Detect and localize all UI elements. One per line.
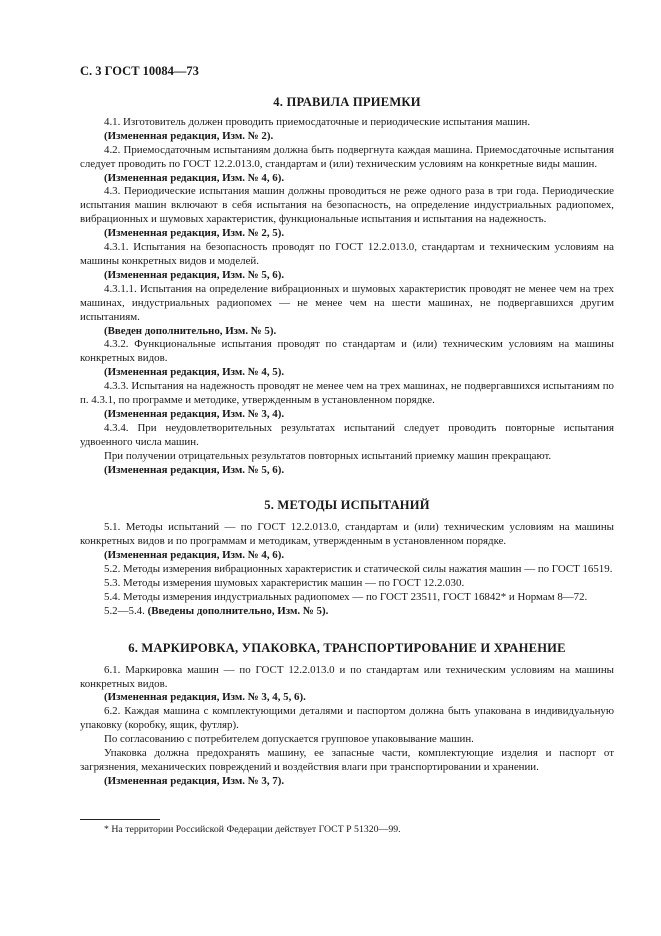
paragraph: По согласованию с потребителем допускается групповое упаковывание машин. — [104, 733, 474, 746]
paragraph: 6.1. Маркировка машин — по ГОСТ 12.2.013.0 и по стандартам или техническим условиям на машины конкретных видов. — [80, 663, 614, 690]
amendment-note: (Введен дополнительно, Изм. № 5). — [104, 324, 277, 337]
amendment-note: (Измененная редакция, Изм. № 4, 5). — [104, 366, 285, 379]
amendment-note: (Измененная редакция, Изм. № 2). — [104, 129, 274, 142]
amendment-note: (Измененная редакция, Изм. № 2, 5). — [104, 227, 285, 240]
paragraph: 4.3.3. Испытания на надежность проводят не менее чем на трех машинах, не подвергавшихся испытаниям по п. 4.3.1, по программе и методике, утвержденным в установленном порядке. — [80, 380, 614, 407]
paragraph-lead: 5.2—5.4. — [104, 604, 148, 617]
amendment-note: (Измененная редакция, Изм. № 5, 6). — [104, 268, 285, 281]
section-title-4: 4. ПРАВИЛА ПРИЕМКИ — [273, 95, 421, 109]
amendment-note: (Введены дополнительно, Изм. № 5). — [147, 604, 329, 617]
amendment-note: (Измененная редакция, Изм. № 5, 6). — [104, 463, 285, 476]
footnote: * На территории Российской Федерации действует ГОСТ Р 51320—99. — [104, 824, 401, 835]
paragraph: Упаковка должна предохранять машину, ее запасные части, комплектующие изделия и паспорт от загрязнения, механических повреждений и воздействия влаги при транспортировании и хранении. — [80, 747, 614, 773]
paragraph: 4.2. Приемосдаточным испытаниям должна быть подвергнута каждая машина. Приемосдаточные испытания следует проводить по ГОСТ 12.2.013.0, стандартам и (или) техническим условиям на конкретные виды машин. — [80, 143, 614, 170]
paragraph: 5.1. Методы испытаний — по ГОСТ 12.2.013.0, стандартам и (или) техническим условиям на машины конкретных видов и по программам и методикам, утвержденным в установленном порядке. — [80, 521, 614, 548]
amendment-note: (Измененная редакция, Изм. № 3, 7). — [104, 774, 285, 787]
paragraph: 4.3.2. Функциональные испытания проводят по стандартам и (или) техническим условиям на машины конкретных видов. — [80, 338, 614, 365]
paragraph-mixed — [80, 605, 614, 619]
paragraph: При получении отрицательных результатов повторных испытаний приемку машин прекращают. — [104, 449, 552, 462]
paragraph: 4.3.1.1. Испытания на определение вибрационных и шумовых характеристик проводят не менее чем на трех машинах, индустриальных радиопомех — не менее чем на шести машинах, не подвергавшихся другим испытаниям. — [80, 282, 614, 323]
section-title-6: 6. МАРКИРОВКА, УПАКОВКА, ТРАНСПОРТИРОВАНИЕ И ХРАНЕНИЕ — [128, 640, 566, 655]
amendment-note: (Измененная редакция, Изм. № 3, 4, 5, 6). — [104, 691, 306, 704]
section-title-5: 5. МЕТОДЫ ИСПЫТАНИЙ — [264, 498, 430, 513]
amendment-note: (Измененная редакция, Изм. № 4, 6). — [104, 549, 285, 562]
paragraph: 5.3. Методы измерения шумовых характеристик машин — по ГОСТ 12.2.030. — [104, 577, 465, 589]
paragraph: 5.4. Методы измерения индустриальных радиопомех — по ГОСТ 23511, ГОСТ 16842* и Нормам 8—72. — [104, 590, 588, 603]
page-header: С. 3 ГОСТ 10084—73 — [80, 64, 199, 78]
amendment-note: (Измененная редакция, Изм. № 4, 6). — [104, 171, 285, 184]
paragraph: 4.3. Периодические испытания машин должны проводиться не реже одного раза в три года. Периодические испытания машин включают в себя испытания на безопасность, на определение индустриальных радиопомех, вибрационных и шумовых характеристик, функциональные испытания и испытания на надежность. — [80, 185, 614, 226]
paragraph: 4.3.1. Испытания на безопасность проводят по ГОСТ 12.2.013.0, стандартам и техническим условиям на машины конкретных видов и моделей. — [80, 241, 614, 267]
paragraph: 4.1. Изготовитель должен проводить приемосдаточные и периодические испытания машин. — [104, 115, 531, 128]
document-body — [80, 95, 614, 789]
amendment-note: (Измененная редакция, Изм. № 3, 4). — [104, 407, 285, 420]
footnote-divider — [80, 819, 160, 820]
paragraph: 6.2. Каждая машина с комплектующими деталями и паспортом должна быть упакована в индивидуальную упаковку (коробку, ящик, футляр). — [80, 705, 614, 732]
paragraph: 5.2. Методы измерения вибрационных характеристик и статической силы нажатия машин — по ГОСТ 16519. — [104, 563, 613, 576]
paragraph: 4.3.4. При неудовлетворительных результатах испытаний следует проводить повторные испытания удвоенного числа машин. — [80, 421, 614, 448]
